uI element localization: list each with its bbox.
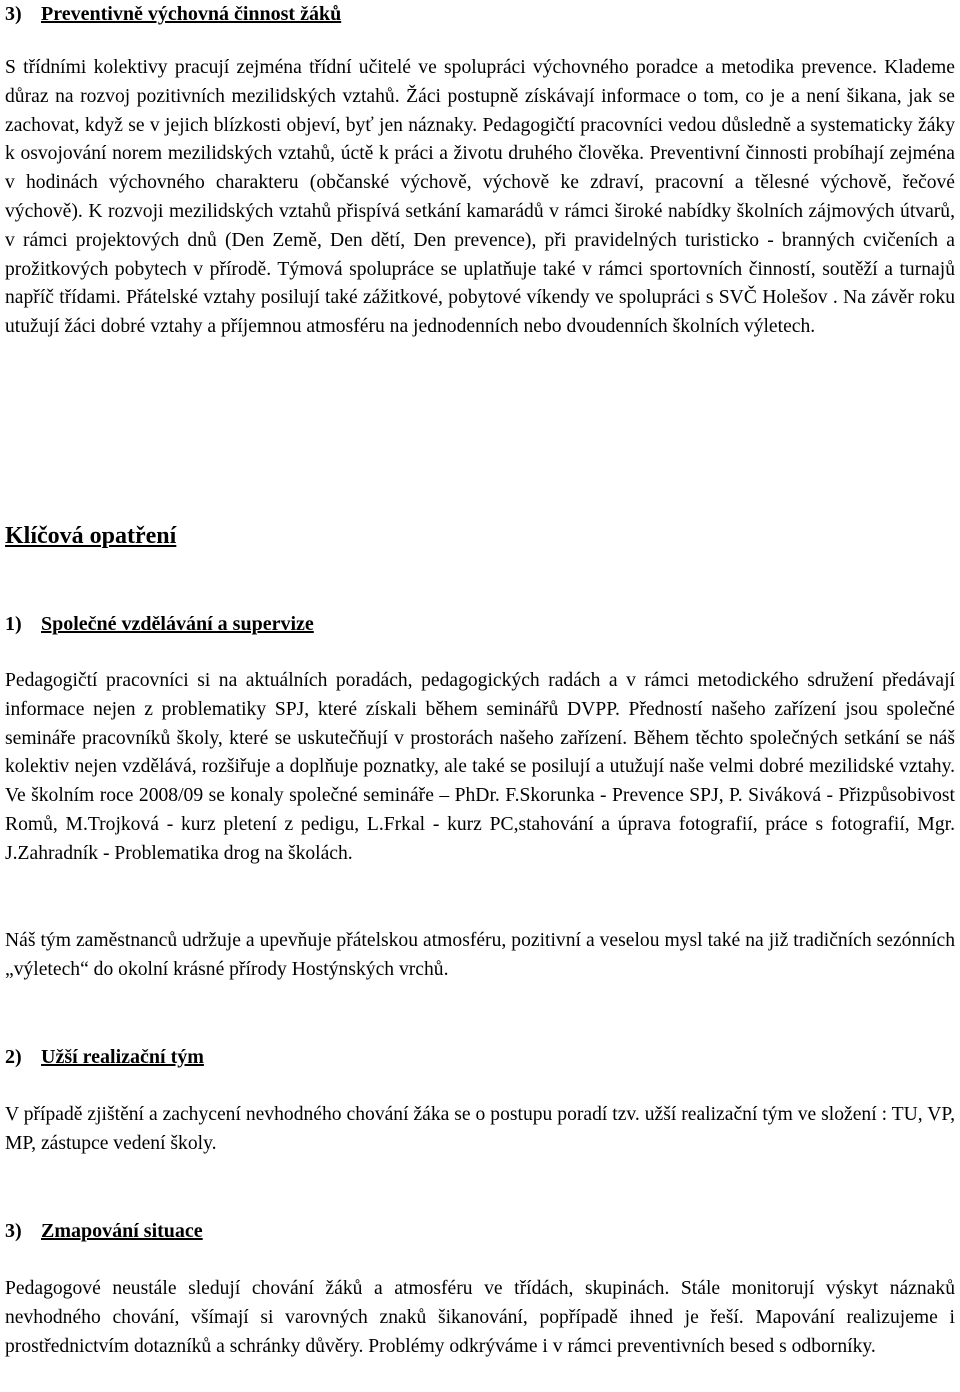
- paragraph-team-atmosphere: Náš tým zaměstnanců udržuje a upevňuje přátelskou atmosféru, pozitivní a veselou mysl také na již tradičních sezónních „výletech“ do okolní krásné přírody Hostýnských vrchů.: [5, 930, 955, 980]
- key-measures-title: Klíčová opatření: [5, 523, 177, 549]
- heading-joint-education: [5, 610, 314, 638]
- heading-implementation-team: [5, 1043, 204, 1071]
- paragraph-joint-education: Pedagogičtí pracovníci si na aktuálních poradách, pedagogických radách a v rámci metodického sdružení předávají informace nejen z problematiky SPJ, které získali během seminářů DVPP. Předností našeho zařízení jsou společné semináře pracovníků školy, které se uskutečňují v prostorách našeho zařízení. Během těchto společných setkání se náš kolektiv nejen vzdělává, rozšiřuje a doplňuje poznatky, ale také se posilují a utužují naše velmi dobré mezilidské vztahy. Ve školním roce 2008/09 se konaly společné semináře – PhDr. F.Skorunka - Prevence SPJ, P. Siváková - Přizpůsobivost Romů, M.Trojková - kurz pletení z pedigu, L.Frkal - kurz PC,stahování a úprava fotografií, práce s fotografií, Mgr. J.Zahradník - Problematika drog na školách.: [5, 670, 955, 864]
- heading-number: 3): [5, 1220, 22, 1242]
- paragraph-preventive-activity: S třídními kolektivy pracují zejména třídní učitelé ve spolupráci výchovného poradce a metodika prevence. Klademe důraz na rozvoj pozitivních mezilidských vztahů. Žáci postupně získávají informace o tom, co je a není šikana, jak se zachovat, když se v jejich blízkosti objeví, byť jen náznaky. Pedagogičtí pracovníci vedou důsledně a systematicky žáky k osvojování norem mezilidských vztahů, úctě k práci a životu druhého člověka. Preventivní činnosti probíhají zejména v hodinách výchovného charakteru (občanské výchově, výchově ke zdraví, pracovní a tělesné výchově, řečové výchově). K rozvoji mezilidských vztahů přispívá setkání kamarádů v rámci široké nabídky školních zájmových útvarů, v rámci projektových dnů (Den Země, Den dětí, Den prevence), při pravidelných turisticko - branných cvičeních a prožitkových pobytech v přírodě. Týmová spolupráce se uplatňuje také v rámci sportovních činností, soutěží a turnajů napříč třídami. Přátelské vztahy posilují také zážitkové, pobytové víkendy ve spolupráci s SVČ Holešov . Na závěr roku utužují žáci dobré vztahy a příjemnou atmosféru na jednodenních nebo dvoudenních školních výletech.: [5, 57, 955, 338]
- heading-preventive-activity: [5, 0, 341, 28]
- heading-text: Užší realizační tým: [41, 1046, 204, 1068]
- heading-situation-mapping: [5, 1217, 203, 1245]
- paragraph-implementation-team: V případě zjištění a zachycení nevhodného chování žáka se o postupu poradí tzv. užší realizační tým ve složení : TU, VP, MP, zástupce vedení školy.: [5, 1104, 955, 1154]
- paragraph-situation-mapping: Pedagogové neustále sledují chování žáků a atmosféru ve třídách, skupinách. Stále monitorují výskyt náznaků nevhodného chování, všímají si varovných znaků šikanování, popřípadě ihned je řeší. Mapování realizujeme i prostřednictvím dotazníků a schránky důvěry. Problémy odkrýváme i v rámci preventivních besed s odborníky.: [5, 1278, 955, 1357]
- heading-text: Společné vzdělávání a supervize: [41, 613, 314, 635]
- heading-number: 1): [5, 613, 22, 635]
- heading-number: 2): [5, 1046, 22, 1068]
- heading-number: 3): [5, 3, 22, 25]
- heading-text: Preventivně výchovná činnost žáků: [41, 3, 342, 25]
- heading-text: Zmapování situace: [41, 1220, 203, 1242]
